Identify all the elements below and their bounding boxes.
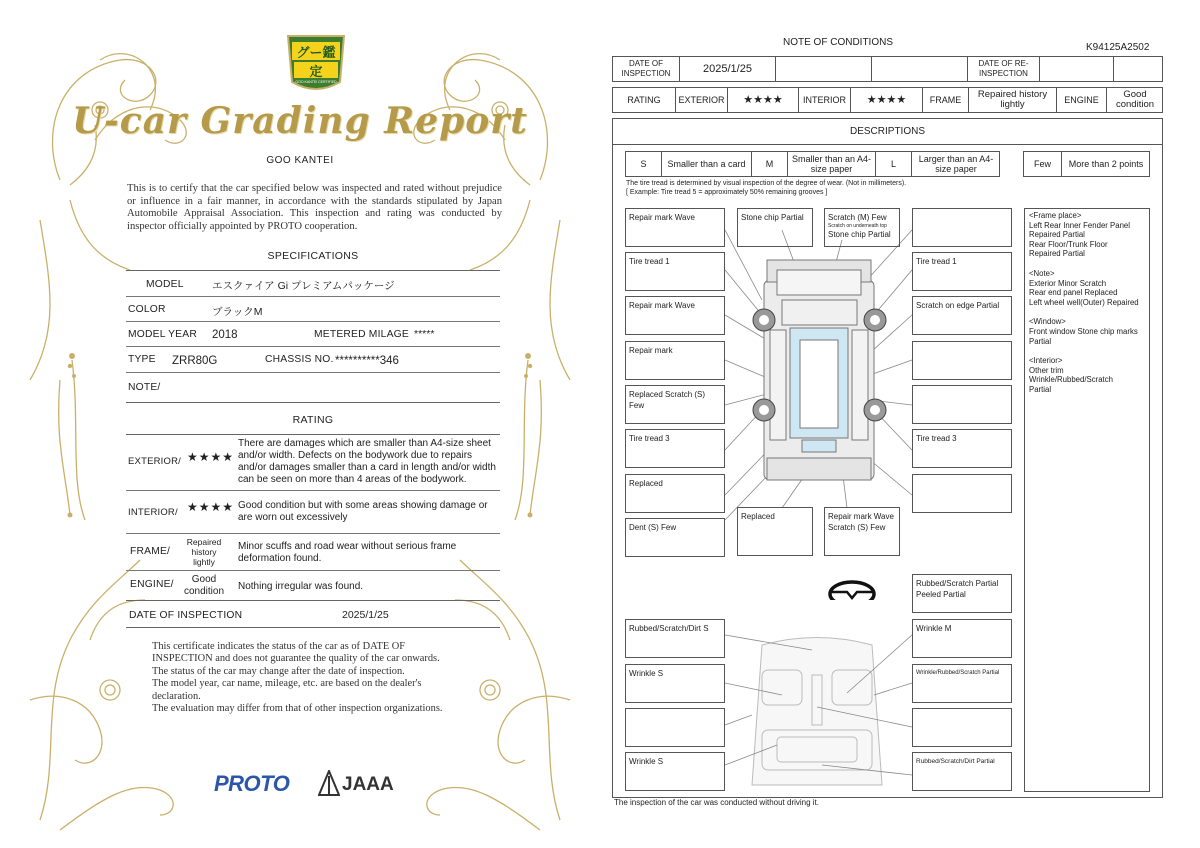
interior-stars: ★★★★ <box>187 500 235 514</box>
exterior-note-box <box>824 208 900 247</box>
exterior-note-box: Replaced <box>625 474 725 513</box>
general-notes: <Note> Exterior Minor Scratch Rear end panel Replaced Left wheel well(Outer) Repaired <box>1029 268 1139 307</box>
frame-place-notes: <Frame place> Left Rear Inner Fender Panel Repaired Partial Rear Floor/Trunk Floor Repaired Partial <box>1029 211 1130 259</box>
engine-value: Good condition <box>183 574 225 597</box>
color-label: COLOR <box>128 304 166 315</box>
inspection-date-row <box>612 56 1163 82</box>
exterior-note-box: Tire tread 3 <box>912 429 1012 468</box>
date-label: DATE OF INSPECTION <box>613 57 680 81</box>
reinspection-label: DATE OF RE-INSPECTION <box>968 57 1040 81</box>
tire-note: The tire tread is determined by visual inspection of the degree of wear. (Not in millimeters). <box>626 180 907 187</box>
divider <box>126 490 500 491</box>
divider <box>126 533 500 534</box>
divider <box>126 346 500 347</box>
divider <box>126 627 500 628</box>
badge-text: グー鑑定 <box>296 45 336 79</box>
exterior-note-box: Repair mark Wave <box>625 208 725 247</box>
interior-label: INTERIOR/ <box>128 507 178 518</box>
exterior-label: EXTERIOR/ <box>128 456 182 467</box>
model-year-label: MODEL YEAR <box>128 329 197 340</box>
legend-s-desc: Smaller than a card <box>662 152 752 176</box>
frame-label: FRAME/ <box>130 546 171 557</box>
footnote-line: The evaluation may differ from that of other inspection organizations. <box>152 703 443 715</box>
legend-m: M <box>752 152 788 176</box>
interior-stars: ★★★★ <box>851 88 923 112</box>
footnote-line: The status of the car may change after the date of inspection. <box>152 665 405 677</box>
engine-label: ENGINE/ <box>130 579 174 590</box>
legend-few: Few <box>1024 152 1062 176</box>
exterior-description: There are damages which are smaller than A4-size sheet and/or width. Defects on the bodywork due to repairs and/or damages smaller than a card in length and/or width can be seen on more than 4 areas of the bodywork. <box>238 438 496 485</box>
date-value: 2025/1/25 <box>680 57 776 81</box>
legend-s: S <box>626 152 662 176</box>
legend-m-desc: Smaller than an A4-size paper <box>788 152 876 176</box>
divider <box>126 270 500 271</box>
divider <box>126 321 500 322</box>
note-small-text: Scratch on underneath top <box>828 223 887 229</box>
frame-label: FRAME <box>923 88 969 112</box>
reference-number: K94125A2502 <box>1086 42 1150 53</box>
exterior-note-box: Dent (S) Few <box>625 518 725 557</box>
descriptions-title: DESCRIPTIONS <box>849 126 925 137</box>
legend-few-desc: More than 2 points <box>1068 159 1144 169</box>
report-subtitle: GOO KANTEI <box>266 155 334 166</box>
empty-cell <box>872 57 968 81</box>
reinspection-value <box>1040 57 1114 81</box>
exterior-note-box: Repair mark Wave Scratch (S) Few <box>824 507 900 556</box>
jaaa-logo: JAAA <box>342 774 394 795</box>
exterior-note-box: Repair mark Wave <box>625 296 725 335</box>
divider <box>126 296 500 297</box>
note-text: Stone chip Partial <box>828 230 891 239</box>
model-label: MODEL <box>146 279 184 290</box>
rating-row <box>612 87 1163 113</box>
proto-logo: PROTO <box>214 771 290 796</box>
exterior-note-box: Tire tread 1 <box>912 252 1012 291</box>
interior-description: Good condition but with some areas showing damage or are worn out excessively <box>238 500 488 523</box>
exterior-note-box <box>912 341 1012 380</box>
interior-label: INTERIOR <box>799 88 851 112</box>
date-value: 2025/1/25 <box>342 609 389 621</box>
engine-label: ENGINE <box>1057 88 1107 112</box>
frame-value: Repaired history lightly <box>969 88 1057 112</box>
condition-notes-panel <box>1024 208 1150 792</box>
footer-note: The inspection of the car was conducted without driving it. <box>614 798 819 807</box>
footnote-line: This certificate indicates the status of the car as of DATE OF <box>152 641 406 652</box>
model-value: エスクァイア Gi プレミアムパッケージ <box>212 280 395 292</box>
footnote-line: The model year, car name, mileage, etc. are based on the dealer's <box>152 678 422 690</box>
exterior-note-box: Replaced <box>737 507 813 556</box>
certificate-intro: This is to certify that the car specified below was inspected and rated without prejudice or influence in a fair manner, in accordance with the standards stipulated by Japan Automobile Appraisal Association. This inspection and rating was conducted by inspector officially appointed by PROTO cooperation. <box>127 183 502 232</box>
exterior-note-box: Repair mark <box>625 341 725 380</box>
certificate-footnote <box>152 641 482 715</box>
interior-note-box: Wrinkle S <box>625 664 725 703</box>
interior-notes: <Interior> Other trim Wrinkle/Rubbed/Scratch Partial <box>1029 356 1113 394</box>
exterior-note-box: Replaced Scratch (S) Few <box>625 385 725 424</box>
exterior-note-box <box>912 208 1012 247</box>
exterior-note-box: Tire tread 1 <box>625 252 725 291</box>
steering-note-box: Rubbed/Scratch Partial Peeled Partial <box>912 574 1012 613</box>
legend-l: L <box>876 152 912 176</box>
exterior-note-box <box>912 385 1012 424</box>
interior-note-box <box>912 708 1012 747</box>
badge-subtext: GOO KANTEI CERTIFIED <box>295 80 337 84</box>
exterior-note-box: Tire tread 3 <box>625 429 725 468</box>
date-label: DATE OF INSPECTION <box>129 610 243 621</box>
note-label: NOTE/ <box>128 382 161 393</box>
window-notes: <Window> Front window Stone chip marks Partial <box>1029 317 1138 346</box>
interior-note-box: Wrinkle M <box>912 619 1012 658</box>
interior-note-box <box>625 708 725 747</box>
jaaa-logo-icon <box>318 770 340 796</box>
metered-label: METERED MILAGE <box>314 329 409 340</box>
exterior-note-box <box>912 474 1012 513</box>
type-value: ZRR80G <box>172 355 218 367</box>
chassis-value: **********346 <box>335 355 399 367</box>
tire-example: [ Example: Tire tread 5 = approximately 50% remaining grooves ] <box>626 189 828 196</box>
interior-note-box: Rubbed/Scratch/Dirt Partial <box>912 752 1012 791</box>
report-title: U-car Grading Report <box>72 100 528 142</box>
engine-description: Nothing irregular was found. <box>238 581 364 592</box>
interior-note-box: Wrinkle/Rubbed/Scratch Partial <box>912 664 1012 703</box>
steering-wheel-icon <box>830 582 874 600</box>
few-legend <box>1023 151 1150 177</box>
interior-note-box: Rubbed/Scratch/Dirt S <box>625 619 725 658</box>
note-text: Scratch (M) Few <box>828 213 887 222</box>
type-label: TYPE <box>128 354 156 365</box>
model-year-value: 2018 <box>212 329 238 341</box>
exterior-stars: ★★★★ <box>187 450 235 464</box>
divider <box>126 402 500 403</box>
specifications-title: SPECIFICATIONS <box>267 250 359 262</box>
footnote-line: declaration. <box>152 690 201 702</box>
engine-value: Good condition <box>1115 89 1155 110</box>
exterior-note-box: Scratch on edge Partial <box>912 296 1012 335</box>
frame-description: Minor scuffs and road wear without serious frame deformation found. <box>238 541 457 564</box>
divider <box>126 600 500 601</box>
divider <box>126 570 500 571</box>
empty-cell <box>776 57 872 81</box>
note-title: NOTE OF CONDITIONS <box>783 37 893 48</box>
color-value: ブラックM <box>212 306 263 318</box>
chassis-label: CHASSIS NO. <box>265 354 334 365</box>
exterior-note-box: Stone chip Partial <box>737 208 813 247</box>
frame-value: Repaired history lightly <box>186 537 222 567</box>
size-legend <box>625 151 1000 177</box>
metered-value: ***** <box>414 328 435 340</box>
legend-l-desc: Larger than an A4-size paper <box>918 154 994 174</box>
interior-note-box: Wrinkle S <box>625 752 725 791</box>
divider <box>126 372 500 373</box>
exterior-label: EXTERIOR <box>676 88 728 112</box>
rating-title: RATING <box>292 414 334 426</box>
footnote-line: INSPECTION and does not guarantee the quality of the car onwards. <box>152 653 440 665</box>
rating-label: RATING <box>613 88 676 112</box>
exterior-stars: ★★★★ <box>728 88 799 112</box>
divider <box>126 434 500 435</box>
